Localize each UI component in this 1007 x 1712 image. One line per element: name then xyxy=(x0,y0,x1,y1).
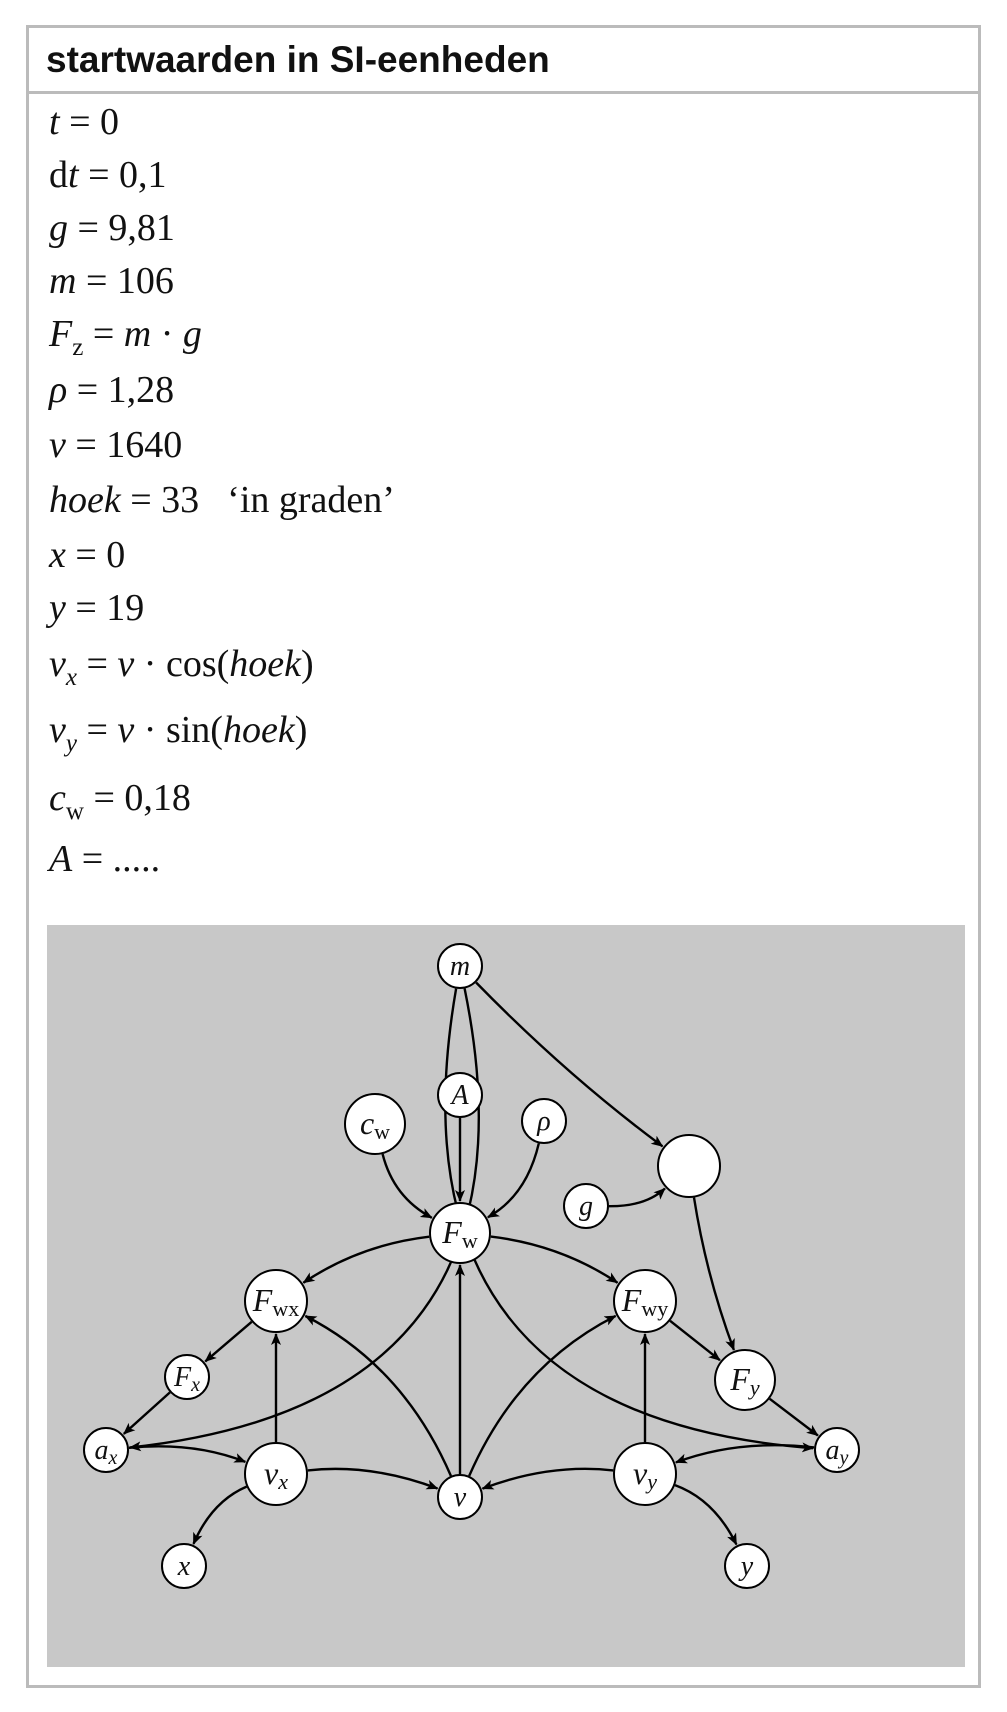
edge-empty-to-Fy xyxy=(694,1198,734,1350)
node-label-Fx: Fx xyxy=(174,1362,200,1396)
node-label-g: g xyxy=(579,1191,593,1222)
node-Fwy xyxy=(614,1270,676,1332)
node-m xyxy=(438,944,482,988)
edge-Fw-to-Fwy xyxy=(491,1237,618,1283)
diagram-canvas xyxy=(47,925,965,1667)
edge-v-to-Fwy xyxy=(469,1316,615,1476)
line-y: y = 19 xyxy=(49,587,145,629)
line-v: v = 1640 xyxy=(49,424,183,466)
line-cw: $c_w = 0,18$ xyxy=(49,777,191,825)
line-hoek: hoek = 33 ‘in graden’ xyxy=(49,479,395,521)
node-label-x: x xyxy=(177,1551,191,1582)
node-Fw xyxy=(430,1203,490,1263)
edge-vx-to-v xyxy=(308,1469,438,1489)
node-label-ay: ay xyxy=(825,1435,849,1469)
edge-vy-to-v xyxy=(483,1469,614,1489)
node-v xyxy=(438,1475,482,1519)
node-circle-empty xyxy=(658,1135,720,1197)
node-label-rho: ρ xyxy=(537,1106,551,1137)
node-label-vy: vy xyxy=(633,1455,657,1494)
node-label-y: y xyxy=(740,1551,754,1582)
node-vx xyxy=(245,1443,307,1505)
node-rho xyxy=(522,1099,566,1143)
node-cw xyxy=(345,1094,405,1154)
node-ay xyxy=(815,1428,859,1472)
node-label-cw: cw xyxy=(359,1105,391,1144)
node-label-vx: vx xyxy=(264,1455,288,1494)
edge-ax-to-vx xyxy=(129,1446,245,1462)
node-vy xyxy=(614,1443,676,1505)
node-Fwx xyxy=(245,1270,307,1332)
node-label-ax: ax xyxy=(94,1435,118,1469)
edge-cw-to-Fw xyxy=(383,1154,432,1218)
node-label-A: A xyxy=(451,1080,469,1111)
line-vy: $v_y = v$ · sin(hoek) xyxy=(49,709,308,757)
node-x xyxy=(162,1544,206,1588)
line-fz: $F_z = m \cdot g$ xyxy=(49,313,202,361)
node-label-m: m xyxy=(449,951,471,982)
model-diagram xyxy=(47,925,965,1667)
node-label-Fw: Fw xyxy=(442,1214,478,1253)
edge-Fw-to-Fwx xyxy=(303,1237,429,1283)
edge-v-to-Fwx xyxy=(305,1316,451,1476)
edge-Fy-to-ay xyxy=(770,1399,818,1436)
line-x: x = 0 xyxy=(49,534,126,576)
edge-Fx-to-ax xyxy=(124,1392,170,1434)
node-g xyxy=(564,1184,608,1228)
panel-title: startwaarden in SI-eenheden xyxy=(29,28,978,94)
node-y xyxy=(725,1544,769,1588)
edge-Fwx-to-Fx xyxy=(205,1322,251,1362)
edge-vx-to-x xyxy=(194,1487,247,1544)
node-Fx xyxy=(165,1355,209,1399)
node-A xyxy=(438,1073,482,1117)
edge-rho-to-Fw xyxy=(488,1143,539,1217)
line-m: m = 106 xyxy=(49,260,174,302)
node-ax xyxy=(84,1428,128,1472)
line-a: A = ..... xyxy=(49,838,161,880)
node-label-Fwy: Fwy xyxy=(621,1282,669,1321)
node-empty xyxy=(658,1135,720,1197)
node-label-Fwx: Fwx xyxy=(252,1282,300,1321)
line-dt: dt = 0,1 xyxy=(49,154,167,196)
node-Fy xyxy=(715,1350,775,1410)
edge-vy-to-y xyxy=(675,1485,736,1544)
node-label-Fy: Fy xyxy=(730,1361,760,1400)
edge-Fwy-to-Fy xyxy=(670,1321,720,1360)
edge-ay-to-vy xyxy=(676,1445,814,1462)
line-g: g = 9,81 xyxy=(49,207,175,249)
line-rho: ρ = 1,28 xyxy=(49,369,175,411)
start-values-panel xyxy=(26,25,981,1688)
edge-m-to-empty xyxy=(476,983,662,1147)
node-label-v: v xyxy=(453,1482,467,1513)
line-vx: $v_x = v$ · cos(hoek) xyxy=(49,643,314,691)
edge-g-to-empty xyxy=(609,1189,665,1207)
line-t: t = 0 xyxy=(49,101,119,143)
